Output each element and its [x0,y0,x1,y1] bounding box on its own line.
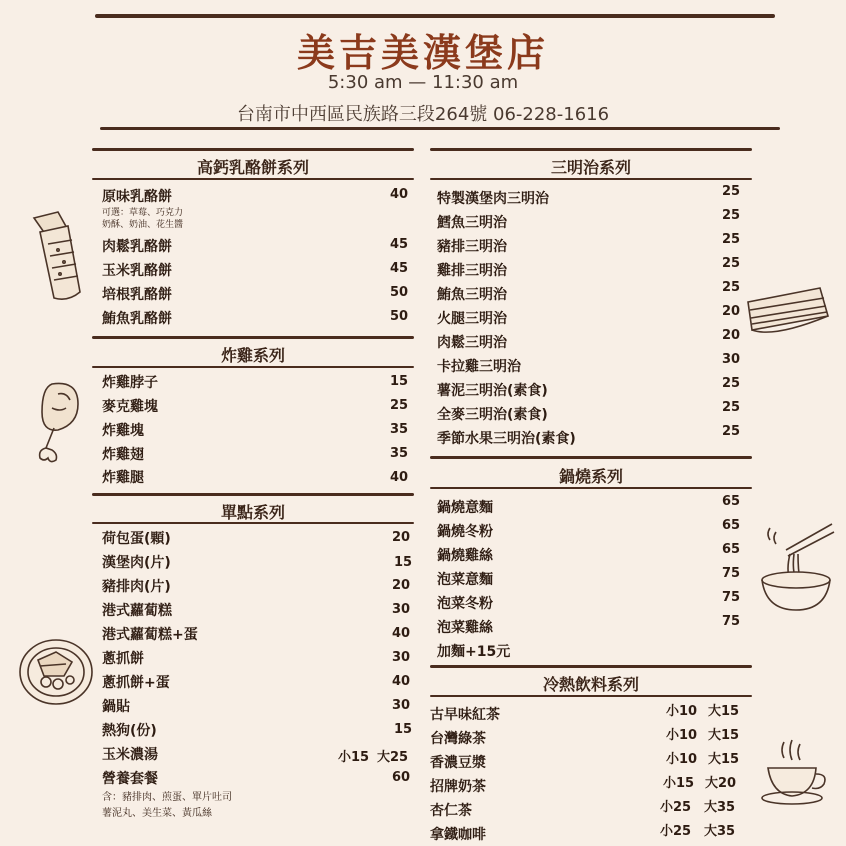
menu-item-price: 65 [722,542,741,557]
menu-item-name: 玉米濃湯 [102,747,158,763]
menu-item-name: 培根乳酪餅 [102,287,172,303]
menu-item-name: 豬排肉(片) [102,579,171,595]
menu-item-price: 20 [722,304,741,319]
section-rule [92,493,414,496]
menu-item-name: 營養套餐 [102,771,158,787]
sandwich-icon [744,282,834,342]
menu-item-name: 泡菜雞絲 [437,620,493,636]
burrito-icon [28,208,88,304]
menu-item-name: 火腿三明治 [437,311,507,327]
menu-item-name: 港式蘿蔔糕 [102,603,172,619]
section-rule [430,456,752,459]
menu-item-price-large: 大35 [704,824,736,839]
menu-item-price: 75 [722,566,741,581]
menu-item-price-large: 大15 [708,704,740,719]
store-title: 美吉美漢堡店 [296,31,549,75]
menu-item-name: 荷包蛋(顆) [102,531,171,547]
plate-icon [16,636,96,708]
menu-item-name: 豬排三明治 [437,239,507,255]
section-title-pot: 鍋燒系列 [558,467,623,486]
menu-item-name: 鍋貼 [102,699,130,715]
noodle-bowl-icon [756,520,836,614]
section-title-sandwich: 三明治系列 [550,158,631,177]
menu-item-price: 40 [392,626,411,641]
menu-item-name: 玉米乳酪餅 [102,263,172,279]
menu-item-price: 25 [722,280,741,295]
menu-item-price: 20 [722,328,741,343]
menu-item-name: 鮪魚乳酪餅 [102,311,172,327]
menu-item-name: 蔥抓餅 [102,651,144,667]
menu-item-price: 30 [392,698,411,713]
menu-item-name: 全麥三明治(素食) [437,407,548,423]
menu-item-price: 25 [722,184,741,199]
menu-item-price: 40 [390,470,409,485]
section-rule [92,522,414,524]
menu-item-note: 可選：草莓、巧克力 [102,208,184,218]
menu-item-price-small: 小15 [338,750,370,765]
menu-item-price-small: 小25 [660,824,692,839]
menu-item-price: 30 [392,650,411,665]
section-title-fried: 炸雞系列 [220,346,285,365]
menu-item-price: 75 [722,614,741,629]
menu-item-price-large: 大35 [704,800,736,815]
section-rule [92,366,414,368]
menu-item-name: 古早味紅茶 [430,707,500,723]
menu-item-price: 65 [722,494,741,509]
header-brush-stroke [100,127,780,130]
menu-item-name: 鍋燒意麵 [437,500,493,516]
section-title-single: 單點系列 [220,503,285,522]
menu-item-name: 原味乳酪餅 [102,189,172,205]
menu-item-price: 50 [390,309,409,324]
menu-item-name: 肉鬆乳酪餅 [102,239,172,255]
menu-item-name: 炸雞脖子 [102,375,158,391]
menu-item-name: 卡拉雞三明治 [437,359,521,375]
menu-item-price: 25 [722,256,741,271]
section-title-crepe: 高鈣乳酪餅系列 [196,158,309,177]
menu-item-price-large: 大25 [377,750,409,765]
menu-item-name: 薯泥三明治(素食) [437,383,548,399]
menu-item-note: 含：豬排肉、煎蛋、單片吐司 [102,792,232,803]
menu-item-name: 鱈魚三明治 [437,215,507,231]
menu-item-price: 35 [390,446,409,461]
menu-item-price-large: 大15 [708,752,740,767]
menu-item-name: 季節水果三明治(素食) [437,431,576,447]
menu-item-name: 香濃豆漿 [430,755,486,771]
menu-item-name: 炸雞翅 [102,447,144,463]
menu-item-name: 炸雞塊 [102,423,144,439]
menu-item-price: 20 [392,530,411,545]
menu-item-name: 漢堡肉(片) [102,555,171,571]
menu-item-price: 25 [390,398,409,413]
menu-item-name: 加麵+15元 [437,644,511,660]
menu-item-price: 35 [390,422,409,437]
menu-item-price: 60 [392,770,411,785]
business-hours: 5:30 am — 11:30 am [327,72,519,93]
menu-item-name: 鍋燒冬粉 [437,524,493,540]
menu-item-price: 20 [392,578,411,593]
menu-item-price: 65 [722,518,741,533]
menu-item-name: 泡菜意麵 [437,572,493,588]
address-phone: 台南市中西區民族路三段264號 06-228-1616 [236,104,610,125]
menu-item-name: 鮪魚三明治 [437,287,507,303]
section-rule [430,487,752,489]
menu-item-price: 45 [390,237,409,252]
menu-item-price: 30 [722,352,741,367]
menu-item-price: 45 [390,261,409,276]
menu-item-name: 杏仁茶 [430,803,472,819]
section-title-drinks: 冷熱飲料系列 [542,675,639,694]
section-rule [430,665,752,668]
menu-item-price: 25 [722,376,741,391]
menu-item-price: 75 [722,590,741,605]
menu-item-name: 台灣綠茶 [430,731,486,747]
menu-item-price: 15 [394,555,413,570]
section-rule [92,336,414,339]
menu-item-name: 特製漢堡肉三明治 [437,191,549,207]
menu-item-price-small: 小10 [666,752,698,767]
section-rule [430,148,752,151]
menu-item-name: 拿鐵咖啡 [430,827,486,843]
menu-item-price: 25 [722,208,741,223]
menu-item-name: 港式蘿蔔糕+蛋 [102,627,198,643]
menu-item-name: 鍋燒雞絲 [437,548,493,564]
menu-item-price-small: 小10 [666,728,698,743]
menu-item-price: 15 [390,374,409,389]
menu-item-price: 50 [390,285,409,300]
menu-item-price-small: 小10 [666,704,698,719]
menu-item-price: 25 [722,232,741,247]
menu-item-note: 薯泥丸、美生菜、黃瓜絲 [102,808,212,819]
menu-item-name: 泡菜冬粉 [437,596,493,612]
menu-item-price: 25 [722,400,741,415]
menu-item-name: 雞排三明治 [437,263,507,279]
menu-item-name: 炸雞腿 [102,470,144,486]
menu-item-name: 麥克雞塊 [102,399,158,415]
section-rule [92,178,414,180]
menu-item-price: 25 [722,424,741,439]
section-rule [430,695,752,697]
menu-item-price-large: 大15 [708,728,740,743]
chicken-leg-icon [32,378,88,466]
menu-item-price-small: 小15 [663,776,695,791]
menu-item-price: 30 [392,602,411,617]
menu-item-price: 15 [394,722,413,737]
menu-item-name: 熱狗(份) [102,723,157,739]
menu-item-price: 40 [390,187,409,202]
menu-item-price: 40 [392,674,411,689]
menu-item-name: 肉鬆三明治 [437,335,507,351]
section-rule [92,148,414,151]
menu-item-price-large: 大20 [705,776,737,791]
menu-item-price-small: 小25 [660,800,692,815]
section-rule [430,178,752,180]
coffee-cup-icon [756,738,836,808]
menu-item-note: 奶酥、奶油、花生醬 [102,220,184,230]
top-brush-stroke [95,14,775,18]
menu-item-name: 蔥抓餅+蛋 [102,675,170,691]
menu-item-name: 招牌奶茶 [430,779,486,795]
